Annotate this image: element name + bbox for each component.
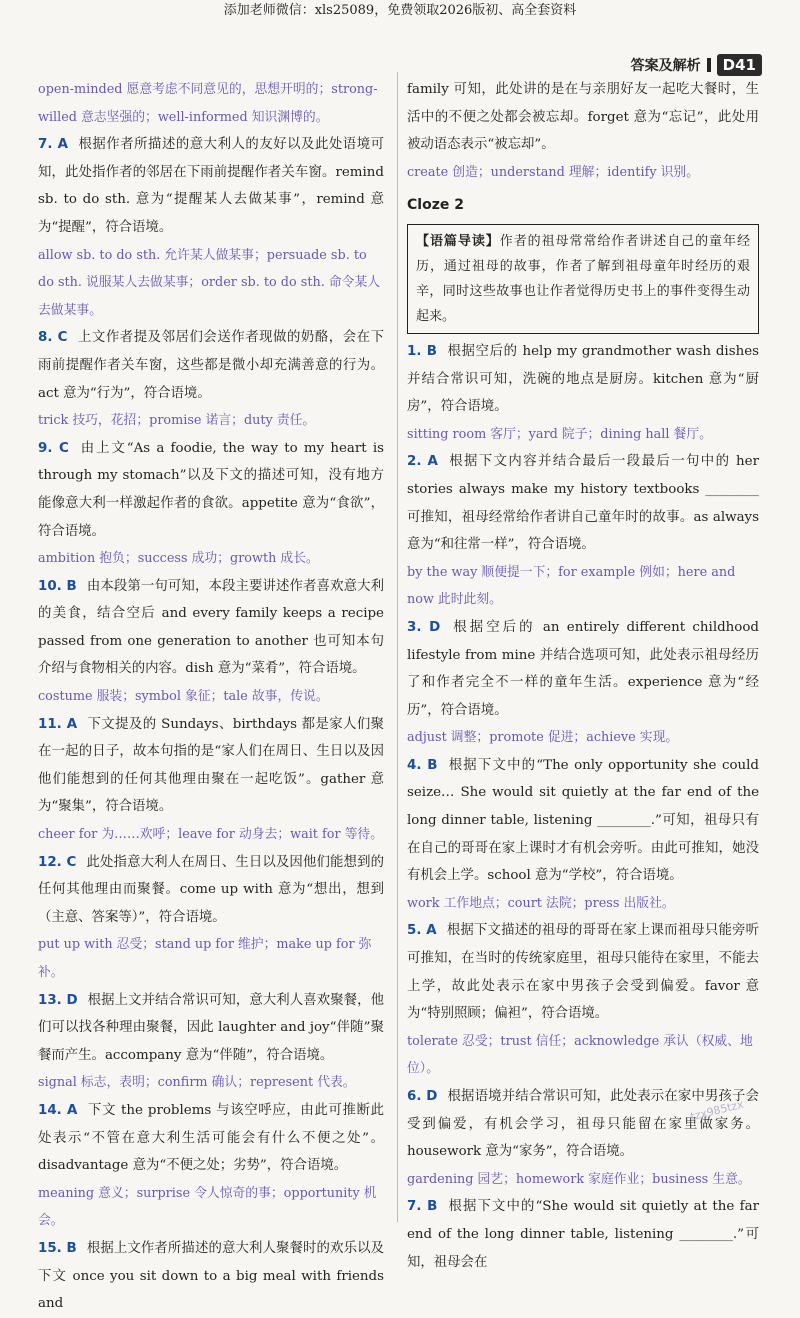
reading-guide (407, 224, 759, 334)
answer-text: 此处指意大利人在周日、生日以及因他们能想到的任何其他理由而聚餐。come up with 意为“想出，想到（主意、答案等）”，符合语境。 (38, 854, 385, 925)
option-meanings: adjust 调整；promote 促进；achieve 实现。 (407, 730, 679, 746)
answer-text: 上文作者提及邻居们会送作者现做的奶酪，会在下雨前提醒作者关车窗，这些都是微小却充满善意的行为。act 意为“行为”，符合语境。 (38, 330, 384, 401)
answer-item (407, 1083, 759, 1193)
answer-number: 14. A (38, 1102, 78, 1118)
answer-item (38, 131, 384, 324)
right-answer-list (407, 338, 759, 1276)
page-number: D41 (717, 54, 762, 76)
option-meanings: gardening 园艺；homework 家庭作业；business 生意。 (407, 1171, 751, 1187)
section-title: 答案及解析 (630, 58, 701, 74)
answer-text: 根据语境并结合常识可知，此处表示在家中男孩子会受到偏爱，有机会学习，祖母只能留在家里做家务。housework 意为“家务”，符合语境。 (407, 1089, 759, 1160)
answer-number: 12. C (38, 854, 77, 870)
option-meanings: put up with 忍受；stand up for 维护；make up for 弥补。 (38, 937, 372, 980)
cloze-title: Cloze 2 (407, 197, 464, 214)
answer-item (38, 435, 384, 573)
answer-explanation (38, 711, 384, 821)
answer-text: 下文 the problems 与该空呼应，由此可推断此处表示“不管在意大利生活可能会有什么不便之处”。disadvantage 意为“不便之处；劣势”，符合语境。 (38, 1102, 384, 1174)
option-meanings: tolerate 忍受；trust 信任；acknowledge 承认（权威、地位）。 (407, 1033, 753, 1077)
answer-explanation (407, 1193, 759, 1276)
page-header (631, 54, 762, 76)
answer-text: 根据下文内容并结合最后一段最后一句中的 her stories always make my history textbooks ________ 可推知，祖母经常给作者讲自己童年时的故事。as always 意为“和往常一样”，符合语境。 (407, 454, 759, 553)
answer-explanation (407, 752, 759, 890)
option-meanings: ambition 抱负；success 成功；growth 成长。 (38, 551, 319, 567)
answer-number: 15. B (38, 1240, 77, 1256)
guide-text: 作者的祖母常常给作者讲述自己的童年经历，通过祖母的故事，作者了解到祖母童年时经历的艰辛，同时这些故事也让作者觉得历史书上的事件变得生动起来。 (416, 233, 750, 324)
answer-text: 根据下文中的“She would sit quietly at the far end of the long dinner table, listening ________.”可知，祖母会在 (407, 1199, 759, 1270)
answer-item (407, 338, 759, 448)
column-divider (397, 72, 398, 1222)
answer-explanation (38, 324, 384, 407)
watermark: tzx985tzx (689, 1097, 745, 1124)
answer-number: 7. B (407, 1199, 438, 1215)
answer-number: 2. A (407, 454, 438, 470)
right-column (407, 76, 759, 1276)
answer-text: 根据空后的 an entirely different childhood lifestyle from mine 并结合选项可知，此处表示祖母经历了和作者完全不一样的童年生活。experience 意为“经历”，符合语境。 (407, 619, 759, 718)
answer-explanation (407, 1083, 759, 1166)
option-meanings: sitting room 客厅；yard 院子；dining hall 餐厅。 (407, 426, 712, 442)
option-meanings: allow sb. to do sth. 允许某人做某事；persuade sb. to do sth. 说服某人去做某事；order sb. to do sth. 命令某人去做某事。 (38, 247, 381, 318)
answer-item (38, 1097, 384, 1235)
answer-number: 4. B (407, 757, 438, 773)
answer-item (38, 573, 384, 711)
answer-item (407, 448, 759, 614)
answer-text: 根据下文中的“The only opportunity she could seize… She would sit quietly at the far end of the long dinner table, listening ________.”可知，祖母只有在自己的哥哥在家上课时才有机会旁听。由此可推知，她没有机会上学。school 意为“学校”，符合语境。 (407, 757, 759, 884)
option-meanings: trick 技巧，花招；promise 诺言；duty 责任。 (38, 413, 316, 429)
left-column (38, 76, 384, 1318)
option-meanings: cheer for 为……欢呼；leave for 动身去；wait for 等待。 (38, 827, 384, 843)
option-meanings: costume 服装；symbol 象征；tale 故事，传说。 (38, 689, 329, 705)
answer-item (38, 1235, 384, 1318)
answer-item (38, 987, 384, 1097)
answer-text: 根据下文描述的祖母的哥哥在家上课而祖母只能旁听可推知，在当时的传统家庭里，祖母只能待在家里，不能去上学，故此处表示在家中男孩子会受到偏爱。favor 意为“特别照顾；偏袒”，符合语境。 (407, 923, 759, 1022)
answer-explanation (407, 338, 759, 421)
answer-item (38, 711, 384, 849)
option-meanings: work 工作地点；court 法院；press 出版社。 (407, 895, 675, 911)
answer-text: 由本段第一句可知，本段主要讲述作者喜欢意大利的美食，结合空后 and every family keeps a recipe passed from one generation to another 也可知本句介绍与食物相关的内容。dish 意为“菜肴”，符合语境。 (38, 578, 385, 677)
answer-explanation (38, 1235, 384, 1318)
answer-number: 3. D (407, 619, 441, 635)
header-bar (707, 58, 711, 72)
answer-text: 根据作者所描述的意大利人的友好以及此处语境可知，此处指作者的邻居在下雨前提醒作者关车窗。remind sb. to do sth. 意为“提醒某人去做某事”，remind 意为“提醒”，符合语境。 (38, 137, 384, 235)
answer-number: 8. C (38, 330, 68, 346)
answer-text: 下文提及的 Sundays、birthdays 都是家人们聚在一起的日子，故本句指的是“家人们在周日、生日以及因他们能想到的任何其他理由聚在一起吃饭”。gather 意为“聚集”，符合语境。 (38, 716, 384, 815)
answer-number: 6. D (407, 1089, 438, 1104)
answer-explanation (38, 987, 384, 1070)
answer-explanation (38, 1097, 384, 1180)
guide-tag: 【语篇导读】 (416, 233, 500, 249)
answer-text: 根据空后的 help my grandmother wash dishes 并结合常识可知，洗碗的地点是厨房。kitchen 意为“厨房”，符合语境。 (407, 343, 759, 415)
option-meanings: signal 标志，表明；confirm 确认；represent 代表。 (38, 1075, 356, 1091)
answer-item (38, 849, 384, 987)
answer-explanation (38, 573, 384, 683)
answer-explanation (407, 614, 759, 724)
answer-item (407, 752, 759, 918)
answer-explanation (38, 435, 384, 545)
answer-number: 11. A (38, 716, 78, 732)
answer-item (407, 1193, 759, 1276)
top-banner: 添加老师微信：xls25089，免费领取2026版初、高全套资料 (223, 3, 577, 18)
answer-explanation (407, 448, 759, 558)
answer-item (38, 324, 384, 434)
answer-number: 13. D (38, 992, 78, 1008)
answer-item (407, 917, 759, 1083)
answer-number: 1. B (407, 343, 437, 359)
continued-text: family 可知，此处讲的是在与亲朋好友一起吃大餐时，生活中的不便之处都会被忘却。forget 意为“忘记”，此处用被动语态表示“被忘却”。 (407, 82, 759, 153)
answer-number: 10. B (38, 578, 77, 594)
answer-number: 7. A (38, 137, 68, 153)
answer-explanation (407, 917, 759, 1027)
answer-number: 9. C (38, 440, 69, 456)
answer-item (407, 614, 759, 752)
answer-explanation (38, 849, 384, 932)
answer-explanation (38, 131, 384, 241)
answer-text: 根据上文作者所描述的意大利人聚餐时的欢乐以及下文 once you sit down to a big meal with friends and (38, 1240, 385, 1312)
intro-extension: open-minded 愿意考虑不同意见的，思想开明的；strong-willed 意志坚强的；well-informed 知识渊博的。 (38, 82, 378, 125)
answer-text: 由上文“As a foodie, the way to my heart is through my stomach”以及下文的描述可知，没有地方能像意大利一样激起作者的食欲。appetite 意为“食欲”，符合语境。 (38, 440, 384, 539)
continued-extension: create 创造；understand 理解；identify 识别。 (407, 164, 700, 180)
option-meanings: meaning 意义；surprise 令人惊奇的事；opportunity 机会。 (38, 1185, 377, 1229)
answer-number: 5. A (407, 923, 437, 939)
answer-text: 根据上文并结合常识可知，意大利人喜欢聚餐，他们可以找各种理由聚餐，因此 laughter and joy“伴随”聚餐而产生。accompany 意为“伴随”，符合语境。 (38, 992, 385, 1063)
option-meanings: by the way 顺便提一下；for example 例如；here and now 此时此刻。 (407, 564, 736, 608)
left-answer-list (38, 131, 384, 1318)
